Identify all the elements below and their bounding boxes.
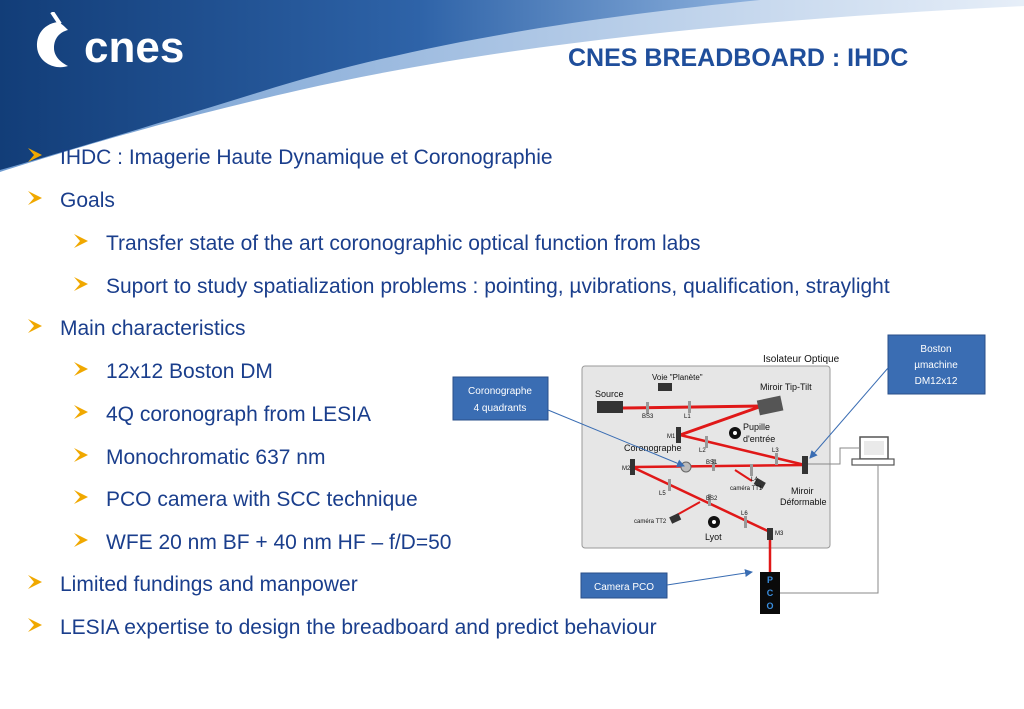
coronograph-mask [681, 462, 691, 472]
bullet-support [72, 275, 890, 299]
label-lyot: Lyot [705, 532, 722, 542]
label-miroir-deformable-2: Déformable [780, 497, 827, 507]
deformable-mirror [802, 456, 808, 474]
bullet-main-characteristics [26, 317, 246, 341]
label-camera-tt2: caméra TT2 [634, 519, 667, 525]
bullet-text: Suport to study spatialization problems : pointing, µvibrations, qualification, straylight [106, 275, 890, 298]
callout-boston-line1: Boston [920, 344, 952, 355]
label-pupille-1: Pupille [743, 422, 771, 432]
bullet-text: Goals [60, 189, 115, 212]
computer-icon [852, 437, 894, 465]
arrow-bullet-icon [72, 360, 92, 384]
bullet-text: 12x12 Boston DM [106, 360, 273, 383]
pco-letter-p: P [766, 575, 774, 585]
cnes-logo [28, 12, 228, 74]
label-l5: L5 [659, 491, 666, 497]
arrow-bullet-icon [26, 616, 46, 640]
label-l6: L6 [741, 511, 748, 517]
bullet-ihdc [26, 146, 553, 170]
bullet-text: PCO camera with SCC technique [106, 488, 418, 511]
pco-letter-c: C [766, 588, 774, 598]
arrow-bullet-icon [72, 488, 92, 512]
label-l4: L4 [751, 477, 758, 483]
bullet-text: 4Q coronograph from LESIA [106, 403, 371, 426]
arrow-bullet-icon [26, 146, 46, 170]
label-miroir-tiptilt: Miroir Tip-Tilt [760, 382, 812, 392]
callout-coronographe-line2: 4 quadrants [473, 403, 527, 414]
mirror-m2 [630, 459, 635, 475]
bullet-text: WFE 20 nm BF + 40 nm HF – f/D=50 [106, 531, 452, 554]
optical-bench-diagram [430, 325, 1000, 625]
label-l1: L1 [684, 414, 691, 420]
voie-planete-camera [658, 383, 672, 391]
callout-coronographe-line1: Coronographe [468, 386, 532, 397]
callout-boston-line2: µmachine [914, 360, 958, 371]
arrow-bullet-icon [72, 232, 92, 256]
bullet-text: Transfer state of the art coronographic optical function from labs [106, 232, 701, 255]
arrow-bullet-icon [26, 317, 46, 341]
logo-text: cnes [84, 23, 185, 72]
bench-title: Isolateur Optique [763, 354, 840, 365]
callout-boston-line3: DM12x12 [914, 376, 958, 387]
arrow-bullet-icon [26, 189, 46, 213]
slide-title: CNES BREADBOARD : IHDC [568, 44, 909, 72]
arrow-bullet-icon [72, 531, 92, 555]
label-source: Source [595, 389, 624, 399]
label-bs2: BS2 [706, 496, 718, 502]
mirror-m3 [767, 528, 773, 540]
arrow-bullet-icon [72, 403, 92, 427]
bullet-boston-dm [72, 360, 273, 384]
label-m3: M3 [775, 531, 784, 537]
bullet-4q-coronograph [72, 403, 371, 427]
label-pupille-2: d'entrée [743, 434, 776, 444]
arrow-bullet-icon [72, 275, 92, 299]
bullet-limited-fundings [26, 573, 358, 597]
label-l2: L2 [699, 448, 706, 454]
bullet-pco-camera [72, 488, 418, 512]
pco-letter-o: O [766, 601, 774, 611]
bullet-text: Main characteristics [60, 317, 246, 340]
label-bs1: BS1 [706, 460, 718, 466]
bullet-text: IHDC : Imagerie Haute Dynamique et Coronographie [60, 146, 553, 169]
label-m1: M1 [667, 434, 676, 440]
label-miroir-deformable-1: Miroir [791, 486, 814, 496]
mirror-m1 [676, 427, 681, 443]
bullet-transfer [72, 232, 701, 256]
arrow-bullet-icon [26, 573, 46, 597]
bullet-text: Limited fundings and manpower [60, 573, 358, 596]
source-component [597, 401, 623, 413]
bullet-wfe [72, 531, 451, 555]
label-camera-tt1: caméra TT1 [730, 486, 763, 492]
label-l3: L3 [772, 448, 779, 454]
bullet-text: LESIA expertise to design the breadboard and predict behaviour [60, 616, 657, 639]
label-voie-planete: Voie "Planète" [652, 373, 703, 382]
arrow-bullet-icon [72, 446, 92, 470]
label-coronographe: Coronographe [624, 443, 682, 453]
label-m2: M2 [622, 466, 631, 472]
bullet-text: Monochromatic 637 nm [106, 446, 326, 469]
callout-camera-pco-text: Camera PCO [593, 582, 655, 593]
bullet-monochromatic [72, 446, 325, 470]
label-bs: BS3 [642, 414, 654, 420]
bullet-goals [26, 189, 115, 213]
connector-camera-pco [667, 572, 752, 585]
